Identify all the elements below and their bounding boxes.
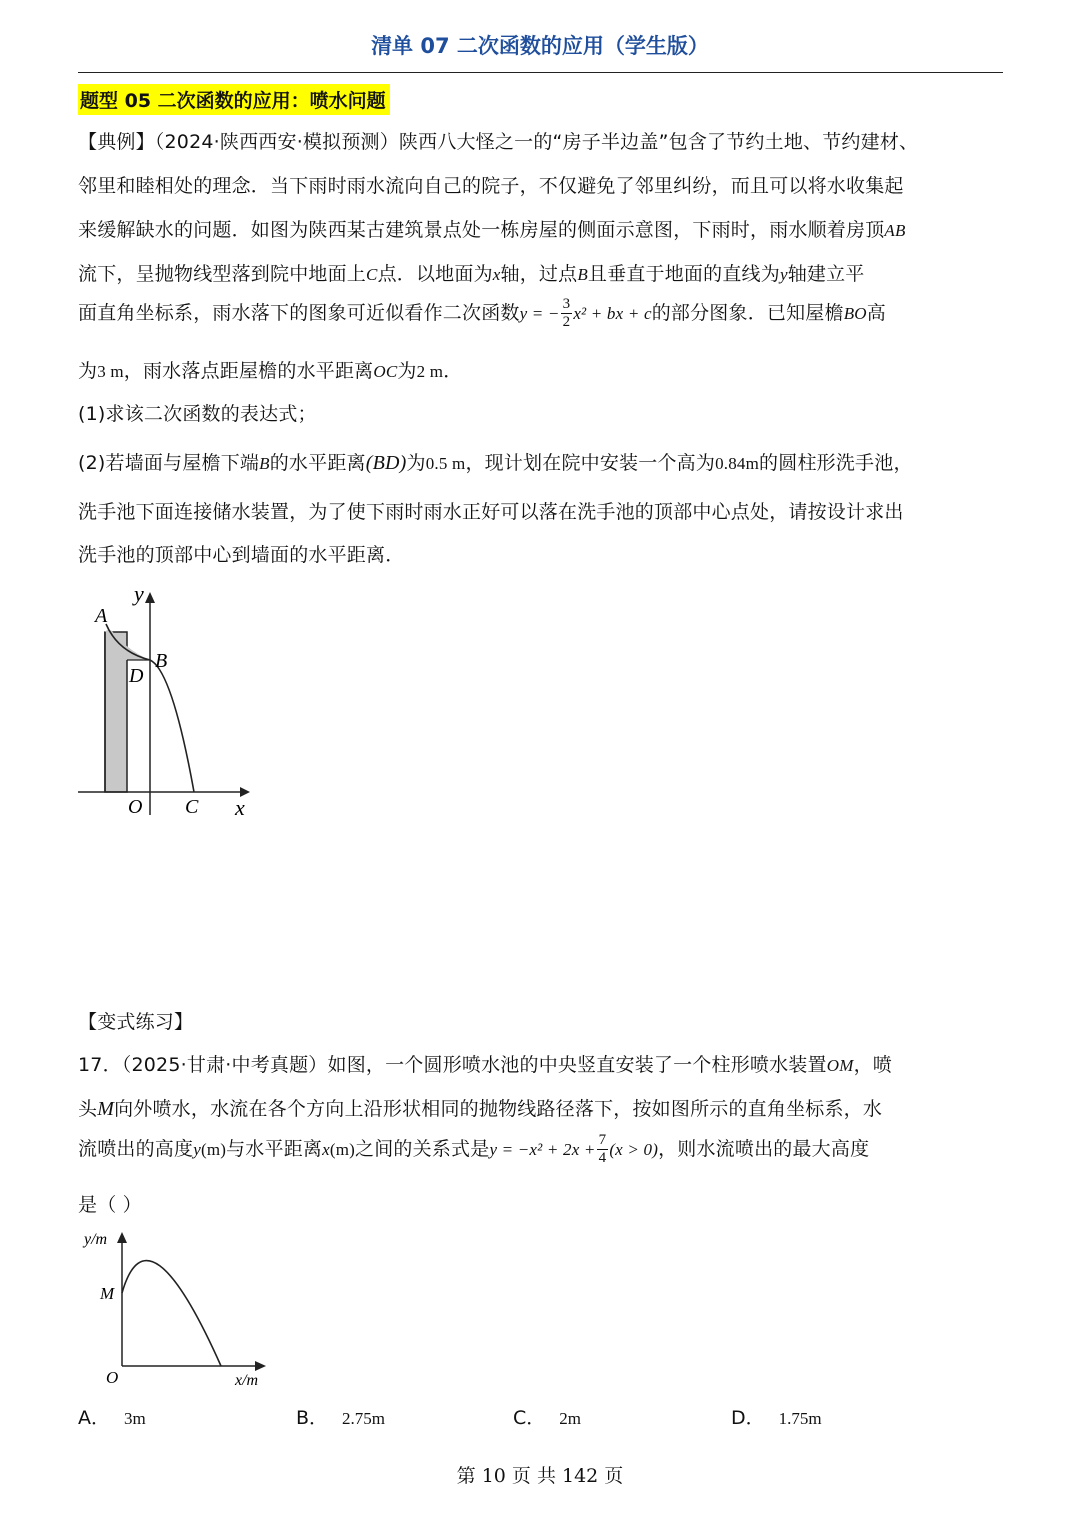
label-m: M [100, 1284, 115, 1303]
fraction-3-2: $\frac{3}{2}$ [562, 296, 571, 330]
label-y: y [134, 581, 144, 606]
example-line-5: 面直角坐标系，雨水落下的图象可近似看作二次函数y = − $\frac{3}{2}$ x² + bx + c的部分图象．已知屋檐BO高 [78, 296, 886, 330]
option-c[interactable]: C． 2m [513, 1407, 582, 1429]
label-x: x [235, 795, 245, 820]
label-x-m: x/m [235, 1372, 259, 1389]
label-a: A [95, 605, 108, 627]
water-parabola [122, 1261, 221, 1366]
practice-title: 【变式练习】 [78, 1011, 194, 1033]
figure-fountain-parabola [78, 1222, 278, 1392]
rain-parabola [150, 660, 194, 792]
option-a[interactable]: A． 3m [78, 1407, 146, 1429]
question-2-line-1: (2)若墙面与屋檐下端B的水平距离(BD)为0.5 m，现计划在院中安装一个高为0.84m的圆柱形洗手池， [78, 452, 913, 474]
example-line-4: 流下，呈抛物线型落到院中地面上C点．以地面为x轴，过点B且垂直于地面的直线为y轴建立平 [78, 263, 865, 285]
question-2-line-2: 洗手池下面连接储水装置，为了使下雨时雨水正好可以落在洗手池的顶部中心点处，请按设计求出 [78, 501, 904, 523]
example-line-3: 来缓解缺水的问题．如图为陕西某古建筑景点处一栋房屋的侧面示意图，下雨时，雨水顺着房顶AB [78, 219, 906, 241]
practice-line-2: 头M向外喷水，水流在各个方向上沿形状相同的抛物线路径落下，按如图所示的直角坐标系，水 [78, 1098, 883, 1120]
practice-line-3: 流喷出的高度y(m)与水平距离x(m)之间的关系式是y = −x² + 2x + $\frac{7}{4}$ (x > 0)，则水流喷出的最大高度 [78, 1132, 870, 1166]
header-divider [78, 72, 1003, 73]
question-2-line-3: 洗手池的顶部中心到墙面的水平距离． [78, 544, 405, 566]
label-d: D [129, 665, 144, 687]
question-1: (1)求该二次函数的表达式； [78, 403, 317, 425]
option-b[interactable]: B． 2.75m [296, 1407, 386, 1429]
x-axis-arrow [255, 1361, 266, 1371]
y-axis-arrow [145, 592, 155, 603]
label-o: O [128, 796, 143, 818]
label-y-m: y/m [84, 1231, 108, 1248]
practice-line-1: 17．（2025·甘肃·中考真题）如图，一个圆形喷水池的中央竖直安装了一个柱形喷水装置OM，喷 [78, 1054, 892, 1076]
practice-line-4: 是（ ） [78, 1194, 142, 1216]
label-o: O [106, 1368, 119, 1387]
y-axis-arrow [117, 1232, 127, 1243]
page-footer: 第 10 页 共 142 页 [456, 1465, 624, 1487]
option-d[interactable]: D． 1.75m [731, 1407, 822, 1429]
example-line-6: 为3 m，雨水落点距屋檐的水平距离OC为2 m． [78, 360, 463, 382]
page-header: 清单 07 二次函数的应用（学生版） [371, 34, 709, 58]
label-c: C [185, 796, 199, 818]
example-line-2: 邻里和睦相处的理念．当下雨时雨水流向自己的院子，不仅避免了邻里纠纷，而且可以将水收集起 [78, 175, 904, 197]
fraction-7-4: $\frac{7}{4}$ [598, 1132, 607, 1166]
example-line-1: 【典例】（2024·陕西西安·模拟预测）陕西八大怪之一的“房子半边盖”包含了节约土地、节约建材、 [78, 131, 919, 153]
label-b: B [155, 650, 168, 672]
section-title: 题型 05 二次函数的应用：喷水问题 [78, 84, 390, 115]
figure-rainwater-parabola [70, 580, 270, 820]
